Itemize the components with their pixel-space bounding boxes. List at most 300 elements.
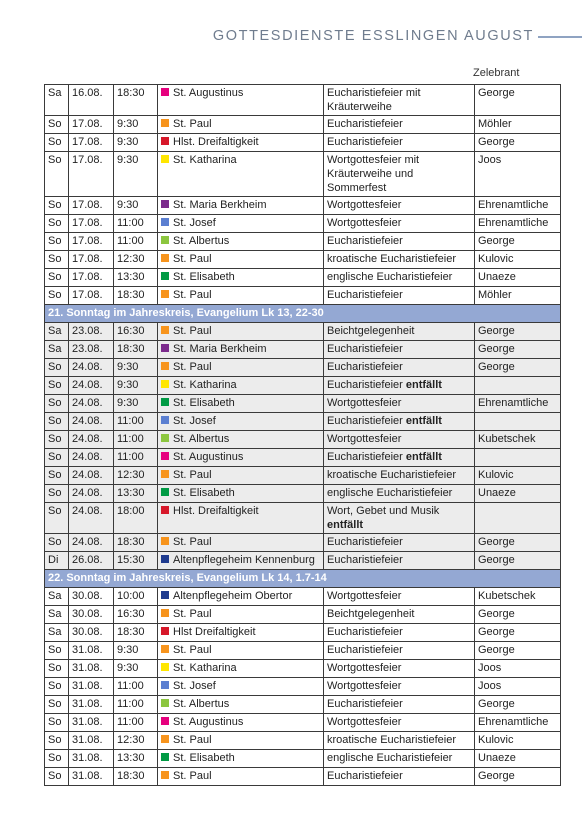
date-cell: 24.08. bbox=[69, 449, 114, 467]
day-cell: So bbox=[45, 534, 69, 552]
church-cell bbox=[158, 134, 324, 152]
service-row bbox=[45, 750, 561, 768]
church-color-marker bbox=[161, 735, 169, 743]
service-type-cell bbox=[324, 485, 475, 503]
date-cell: 24.08. bbox=[69, 503, 114, 534]
church-cell bbox=[158, 485, 324, 503]
celebrant-cell: George bbox=[475, 606, 561, 624]
celebrant-cell: Möhler bbox=[475, 287, 561, 305]
church-color-marker bbox=[161, 344, 169, 352]
church-color-marker bbox=[161, 236, 169, 244]
church-cell bbox=[158, 197, 324, 215]
service-type-cell bbox=[324, 287, 475, 305]
celebrant-column-header: Zelebrant bbox=[473, 67, 520, 79]
service-type-cell bbox=[324, 588, 475, 606]
service-type-cell bbox=[324, 233, 475, 251]
time-cell: 18:30 bbox=[114, 287, 158, 305]
time-cell: 11:00 bbox=[114, 678, 158, 696]
church-cell bbox=[158, 85, 324, 116]
service-type: Eucharistiefeier bbox=[327, 770, 403, 782]
church-name: St. Augustinus bbox=[173, 716, 244, 728]
church-color-marker bbox=[161, 537, 169, 545]
service-row bbox=[45, 624, 561, 642]
service-type-cell bbox=[324, 341, 475, 359]
church-cell bbox=[158, 503, 324, 534]
date-cell: 24.08. bbox=[69, 534, 114, 552]
date-cell: 23.08. bbox=[69, 323, 114, 341]
celebrant-cell bbox=[475, 503, 561, 534]
day-cell: Sa bbox=[45, 588, 69, 606]
time-cell: 12:30 bbox=[114, 251, 158, 269]
church-name: St. Paul bbox=[173, 644, 212, 656]
church-name: Hlst. Dreifaltigkeit bbox=[173, 136, 259, 148]
church-name: St. Katharina bbox=[173, 154, 237, 166]
church-cell bbox=[158, 215, 324, 233]
date-cell: 24.08. bbox=[69, 431, 114, 449]
church-cell bbox=[158, 449, 324, 467]
time-cell: 9:30 bbox=[114, 116, 158, 134]
cancelled-label: entfällt bbox=[405, 379, 442, 391]
day-cell: So bbox=[45, 251, 69, 269]
service-type-cell bbox=[324, 134, 475, 152]
date-cell: 24.08. bbox=[69, 395, 114, 413]
service-type: kroatische Eucharistiefeier bbox=[327, 469, 457, 481]
celebrant-cell: George bbox=[475, 359, 561, 377]
time-cell: 11:00 bbox=[114, 714, 158, 732]
church-color-marker bbox=[161, 254, 169, 262]
celebrant-cell: Unaeze bbox=[475, 485, 561, 503]
church-color-marker bbox=[161, 88, 169, 96]
week-heading: 22. Sonntag im Jahreskreis, Evangelium Lk 14, 1.7-14 bbox=[45, 570, 561, 588]
service-row bbox=[45, 606, 561, 624]
date-cell: 26.08. bbox=[69, 552, 114, 570]
day-cell: Di bbox=[45, 552, 69, 570]
celebrant-cell: Kulovic bbox=[475, 251, 561, 269]
time-cell: 9:30 bbox=[114, 660, 158, 678]
service-type-cell bbox=[324, 714, 475, 732]
celebrant-cell: George bbox=[475, 624, 561, 642]
day-cell: Sa bbox=[45, 341, 69, 359]
date-cell: 23.08. bbox=[69, 341, 114, 359]
church-name: St. Albertus bbox=[173, 698, 230, 710]
service-type: Wort, Gebet und Musik bbox=[327, 505, 440, 517]
service-row bbox=[45, 732, 561, 750]
day-cell: So bbox=[45, 660, 69, 678]
header-rule bbox=[538, 36, 582, 38]
service-type: englische Eucharistiefeier bbox=[327, 752, 453, 764]
service-type: Wortgottesfeier bbox=[327, 590, 402, 602]
day-cell: So bbox=[45, 678, 69, 696]
service-type-cell bbox=[324, 768, 475, 786]
day-cell: So bbox=[45, 768, 69, 786]
date-cell: 30.08. bbox=[69, 588, 114, 606]
celebrant-cell: Joos bbox=[475, 660, 561, 678]
time-cell: 13:30 bbox=[114, 750, 158, 768]
church-color-marker bbox=[161, 753, 169, 761]
church-cell bbox=[158, 714, 324, 732]
time-cell: 16:30 bbox=[114, 323, 158, 341]
church-color-marker bbox=[161, 218, 169, 226]
church-cell bbox=[158, 534, 324, 552]
date-cell: 24.08. bbox=[69, 485, 114, 503]
service-row bbox=[45, 552, 561, 570]
church-color-marker bbox=[161, 326, 169, 334]
service-row bbox=[45, 503, 561, 534]
day-cell: So bbox=[45, 449, 69, 467]
service-type: Eucharistiefeier bbox=[327, 698, 403, 710]
day-cell: So bbox=[45, 287, 69, 305]
celebrant-cell: George bbox=[475, 534, 561, 552]
church-name: St. Albertus bbox=[173, 235, 230, 247]
date-cell: 17.08. bbox=[69, 287, 114, 305]
time-cell: 11:00 bbox=[114, 413, 158, 431]
celebrant-cell: George bbox=[475, 85, 561, 116]
church-name: St. Paul bbox=[173, 608, 212, 620]
church-cell bbox=[158, 588, 324, 606]
service-type-cell bbox=[324, 116, 475, 134]
service-type: Eucharistiefeier bbox=[327, 235, 403, 247]
church-name: St. Elisabeth bbox=[173, 487, 235, 499]
church-color-marker bbox=[161, 627, 169, 635]
time-cell: 9:30 bbox=[114, 152, 158, 197]
day-cell: So bbox=[45, 116, 69, 134]
celebrant-cell: Joos bbox=[475, 678, 561, 696]
date-cell: 17.08. bbox=[69, 215, 114, 233]
church-name: St. Paul bbox=[173, 469, 212, 481]
day-cell: So bbox=[45, 467, 69, 485]
time-cell: 10:00 bbox=[114, 588, 158, 606]
church-name: St. Elisabeth bbox=[173, 752, 235, 764]
celebrant-cell: Kulovic bbox=[475, 467, 561, 485]
church-cell bbox=[158, 552, 324, 570]
cancelled-label: entfällt bbox=[405, 451, 442, 463]
day-cell: Sa bbox=[45, 606, 69, 624]
church-name: St. Katharina bbox=[173, 379, 237, 391]
service-type: Eucharistiefeier bbox=[327, 118, 403, 130]
day-cell: Sa bbox=[45, 85, 69, 116]
service-type: kroatische Eucharistiefeier bbox=[327, 253, 457, 265]
time-cell: 16:30 bbox=[114, 606, 158, 624]
date-cell: 17.08. bbox=[69, 152, 114, 197]
celebrant-cell: Ehrenamtliche bbox=[475, 395, 561, 413]
day-cell: So bbox=[45, 714, 69, 732]
service-row bbox=[45, 287, 561, 305]
service-type-cell bbox=[324, 678, 475, 696]
time-cell: 12:30 bbox=[114, 467, 158, 485]
day-cell: So bbox=[45, 503, 69, 534]
church-color-marker bbox=[161, 555, 169, 563]
service-type: Wortgottesfeier bbox=[327, 397, 402, 409]
service-type-cell bbox=[324, 377, 475, 395]
church-color-marker bbox=[161, 155, 169, 163]
page-title: GOTTESDIENSTE ESSLINGEN AUGUST bbox=[212, 28, 534, 44]
service-type-cell bbox=[324, 413, 475, 431]
service-type: Wortgottesfeier bbox=[327, 199, 402, 211]
date-cell: 17.08. bbox=[69, 197, 114, 215]
week-heading: 21. Sonntag im Jahreskreis, Evangelium Lk 13, 22-30 bbox=[45, 305, 561, 323]
church-name: St. Paul bbox=[173, 734, 212, 746]
celebrant-cell: Ehrenamtliche bbox=[475, 215, 561, 233]
church-cell bbox=[158, 431, 324, 449]
date-cell: 17.08. bbox=[69, 269, 114, 287]
date-cell: 31.08. bbox=[69, 696, 114, 714]
day-cell: So bbox=[45, 134, 69, 152]
service-type-cell bbox=[324, 503, 475, 534]
service-row bbox=[45, 485, 561, 503]
service-row bbox=[45, 377, 561, 395]
service-type-cell bbox=[324, 323, 475, 341]
church-color-marker bbox=[161, 272, 169, 280]
day-cell: So bbox=[45, 359, 69, 377]
service-row bbox=[45, 152, 561, 197]
church-color-marker bbox=[161, 699, 169, 707]
church-name: St. Paul bbox=[173, 536, 212, 548]
day-cell: So bbox=[45, 152, 69, 197]
week-heading-row bbox=[45, 570, 561, 588]
date-cell: 31.08. bbox=[69, 678, 114, 696]
service-type: Wortgottesfeier bbox=[327, 680, 402, 692]
church-name: St. Albertus bbox=[173, 433, 230, 445]
church-cell bbox=[158, 359, 324, 377]
day-cell: So bbox=[45, 696, 69, 714]
church-cell bbox=[158, 251, 324, 269]
service-type-cell bbox=[324, 534, 475, 552]
service-type-cell bbox=[324, 359, 475, 377]
church-name: Altenpflegeheim Kennenburg bbox=[173, 554, 315, 566]
celebrant-cell: Unaeze bbox=[475, 750, 561, 768]
church-cell bbox=[158, 152, 324, 197]
service-type-cell bbox=[324, 642, 475, 660]
church-color-marker bbox=[161, 717, 169, 725]
service-row bbox=[45, 467, 561, 485]
church-cell bbox=[158, 287, 324, 305]
date-cell: 31.08. bbox=[69, 714, 114, 732]
service-row bbox=[45, 215, 561, 233]
date-cell: 24.08. bbox=[69, 377, 114, 395]
service-type-cell bbox=[324, 431, 475, 449]
service-type-cell bbox=[324, 732, 475, 750]
church-name: St. Augustinus bbox=[173, 451, 244, 463]
service-row bbox=[45, 449, 561, 467]
time-cell: 11:00 bbox=[114, 215, 158, 233]
service-type-cell bbox=[324, 624, 475, 642]
time-cell: 18:30 bbox=[114, 534, 158, 552]
service-type: Wortgottesfeier bbox=[327, 217, 402, 229]
church-cell bbox=[158, 467, 324, 485]
church-cell bbox=[158, 269, 324, 287]
service-type-cell bbox=[324, 152, 475, 197]
service-row bbox=[45, 269, 561, 287]
service-type: Eucharistiefeier mit Kräuterweihe bbox=[327, 87, 421, 113]
date-cell: 31.08. bbox=[69, 732, 114, 750]
service-schedule-table bbox=[44, 84, 561, 786]
church-color-marker bbox=[161, 645, 169, 653]
service-type-cell bbox=[324, 552, 475, 570]
time-cell: 11:00 bbox=[114, 431, 158, 449]
date-cell: 30.08. bbox=[69, 606, 114, 624]
church-color-marker bbox=[161, 470, 169, 478]
church-color-marker bbox=[161, 591, 169, 599]
service-type: Eucharistiefeier bbox=[327, 415, 403, 427]
service-type: Eucharistiefeier bbox=[327, 379, 403, 391]
church-cell bbox=[158, 624, 324, 642]
service-type-cell bbox=[324, 750, 475, 768]
church-cell bbox=[158, 750, 324, 768]
celebrant-cell: George bbox=[475, 323, 561, 341]
day-cell: So bbox=[45, 269, 69, 287]
time-cell: 9:30 bbox=[114, 359, 158, 377]
cancelled-label: entfällt bbox=[327, 519, 364, 531]
service-row bbox=[45, 197, 561, 215]
celebrant-cell bbox=[475, 449, 561, 467]
church-name: Hlst. Dreifaltigkeit bbox=[173, 505, 259, 517]
church-cell bbox=[158, 116, 324, 134]
page-header bbox=[0, 28, 582, 48]
time-cell: 11:00 bbox=[114, 233, 158, 251]
date-cell: 31.08. bbox=[69, 768, 114, 786]
church-name: St. Paul bbox=[173, 770, 212, 782]
service-type: Beichtgelegenheit bbox=[327, 325, 415, 337]
day-cell: So bbox=[45, 215, 69, 233]
church-name: St. Maria Berkheim bbox=[173, 199, 267, 211]
service-type-cell bbox=[324, 251, 475, 269]
time-cell: 12:30 bbox=[114, 732, 158, 750]
time-cell: 11:00 bbox=[114, 449, 158, 467]
celebrant-cell: George bbox=[475, 552, 561, 570]
service-type-cell bbox=[324, 269, 475, 287]
celebrant-cell: George bbox=[475, 642, 561, 660]
church-color-marker bbox=[161, 200, 169, 208]
church-cell bbox=[158, 377, 324, 395]
time-cell: 11:00 bbox=[114, 696, 158, 714]
date-cell: 17.08. bbox=[69, 233, 114, 251]
service-type: Eucharistiefeier bbox=[327, 536, 403, 548]
church-name: St. Paul bbox=[173, 325, 212, 337]
church-cell bbox=[158, 642, 324, 660]
service-type: Wortgottesfeier bbox=[327, 716, 402, 728]
service-row bbox=[45, 395, 561, 413]
service-type-cell bbox=[324, 660, 475, 678]
time-cell: 13:30 bbox=[114, 485, 158, 503]
celebrant-cell: George bbox=[475, 341, 561, 359]
day-cell: So bbox=[45, 233, 69, 251]
church-color-marker bbox=[161, 488, 169, 496]
church-cell bbox=[158, 606, 324, 624]
church-cell bbox=[158, 341, 324, 359]
service-row bbox=[45, 323, 561, 341]
church-name: St. Augustinus bbox=[173, 87, 244, 99]
church-cell bbox=[158, 678, 324, 696]
celebrant-cell: Unaeze bbox=[475, 269, 561, 287]
service-row bbox=[45, 251, 561, 269]
service-row bbox=[45, 359, 561, 377]
church-name: Hlst Dreifaltigkeit bbox=[173, 626, 256, 638]
service-row bbox=[45, 233, 561, 251]
church-cell bbox=[158, 696, 324, 714]
celebrant-cell: Joos bbox=[475, 152, 561, 197]
service-type: Wortgottesfeier bbox=[327, 662, 402, 674]
celebrant-cell: Kulovic bbox=[475, 732, 561, 750]
church-color-marker bbox=[161, 506, 169, 514]
celebrant-cell: George bbox=[475, 696, 561, 714]
service-type: Eucharistiefeier bbox=[327, 451, 403, 463]
service-type: Wortgottesfeier mit Kräuterweihe und Sommerfest bbox=[327, 154, 420, 194]
service-row bbox=[45, 696, 561, 714]
celebrant-cell: George bbox=[475, 134, 561, 152]
date-cell: 16.08. bbox=[69, 85, 114, 116]
service-row bbox=[45, 134, 561, 152]
church-name: St. Josef bbox=[173, 680, 216, 692]
service-type: Wortgottesfeier bbox=[327, 433, 402, 445]
date-cell: 24.08. bbox=[69, 359, 114, 377]
time-cell: 15:30 bbox=[114, 552, 158, 570]
date-cell: 17.08. bbox=[69, 134, 114, 152]
church-color-marker bbox=[161, 771, 169, 779]
church-color-marker bbox=[161, 663, 169, 671]
day-cell: Sa bbox=[45, 624, 69, 642]
church-color-marker bbox=[161, 137, 169, 145]
church-cell bbox=[158, 323, 324, 341]
service-row bbox=[45, 588, 561, 606]
church-name: St. Elisabeth bbox=[173, 271, 235, 283]
week-heading-row bbox=[45, 305, 561, 323]
church-color-marker bbox=[161, 119, 169, 127]
day-cell: So bbox=[45, 377, 69, 395]
day-cell: So bbox=[45, 485, 69, 503]
date-cell: 17.08. bbox=[69, 116, 114, 134]
church-name: St. Katharina bbox=[173, 662, 237, 674]
service-type-cell bbox=[324, 467, 475, 485]
celebrant-cell: Kubetschek bbox=[475, 588, 561, 606]
service-type-cell bbox=[324, 449, 475, 467]
service-row bbox=[45, 85, 561, 116]
celebrant-cell: Ehrenamtliche bbox=[475, 197, 561, 215]
service-type: Eucharistiefeier bbox=[327, 136, 403, 148]
time-cell: 9:30 bbox=[114, 197, 158, 215]
church-cell bbox=[158, 732, 324, 750]
day-cell: So bbox=[45, 732, 69, 750]
service-type: englische Eucharistiefeier bbox=[327, 271, 453, 283]
service-type-cell bbox=[324, 395, 475, 413]
date-cell: 17.08. bbox=[69, 251, 114, 269]
schedule-body bbox=[45, 85, 561, 786]
service-type: Eucharistiefeier bbox=[327, 343, 403, 355]
date-cell: 24.08. bbox=[69, 413, 114, 431]
celebrant-cell bbox=[475, 413, 561, 431]
church-color-marker bbox=[161, 290, 169, 298]
church-name: St. Elisabeth bbox=[173, 397, 235, 409]
service-row bbox=[45, 341, 561, 359]
day-cell: Sa bbox=[45, 323, 69, 341]
service-row bbox=[45, 678, 561, 696]
service-row bbox=[45, 714, 561, 732]
day-cell: So bbox=[45, 413, 69, 431]
day-cell: So bbox=[45, 642, 69, 660]
church-name: St. Josef bbox=[173, 217, 216, 229]
church-color-marker bbox=[161, 452, 169, 460]
time-cell: 18:30 bbox=[114, 768, 158, 786]
service-type: Beichtgelegenheit bbox=[327, 608, 415, 620]
church-cell bbox=[158, 660, 324, 678]
church-cell bbox=[158, 395, 324, 413]
celebrant-cell: Kubetschek bbox=[475, 431, 561, 449]
service-type: Eucharistiefeier bbox=[327, 554, 403, 566]
church-cell bbox=[158, 768, 324, 786]
service-row bbox=[45, 768, 561, 786]
church-color-marker bbox=[161, 398, 169, 406]
church-name: Altenpflegeheim Obertor bbox=[173, 590, 293, 602]
day-cell: So bbox=[45, 395, 69, 413]
